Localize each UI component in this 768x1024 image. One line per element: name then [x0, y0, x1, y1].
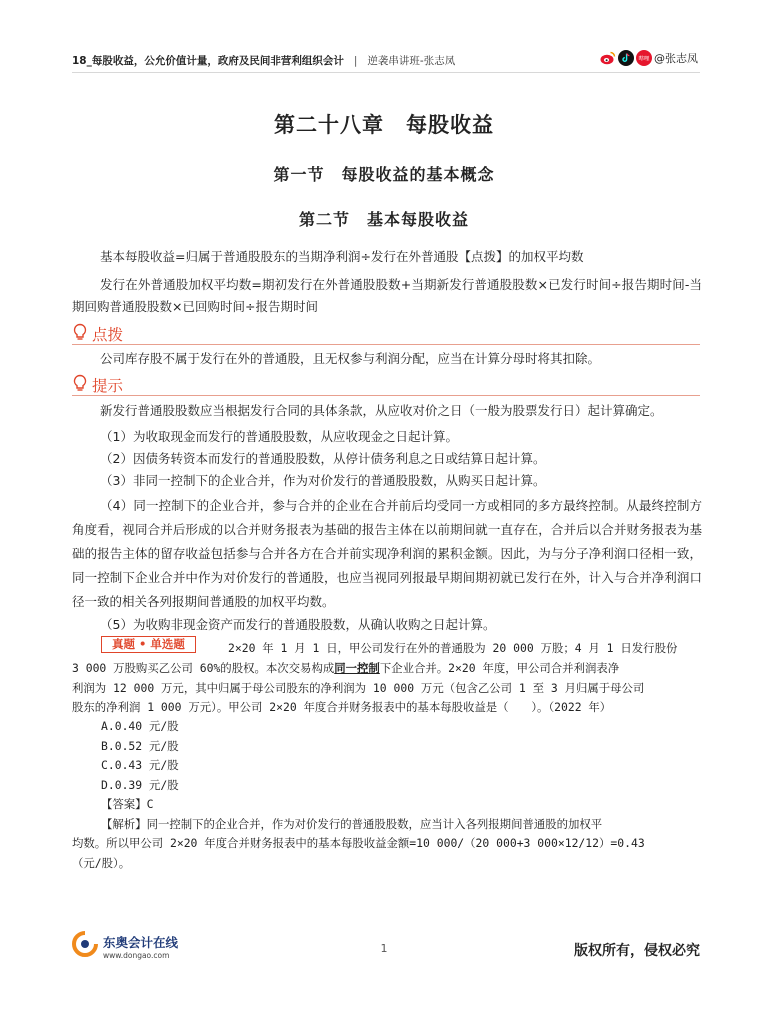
page-number: 1	[380, 942, 388, 955]
copyright: 版权所有，侵权必究	[574, 943, 700, 959]
exam-badge: 真题 • 单选题	[101, 636, 196, 653]
option-b: B.0.52 元/股	[101, 739, 179, 753]
header-rule	[72, 72, 700, 73]
lightbulb-icon	[72, 374, 88, 396]
section-title-2: 第二节 基本每股收益	[298, 210, 469, 229]
analysis-line: 均数。所以甲公司 2×20 年度合并财务报表中的基本每股收益金额=10 000/（20 000+3 000×12/12）=0.43	[72, 836, 645, 850]
social-handles	[600, 50, 698, 66]
tip-heading-tishi	[72, 374, 123, 396]
tip-rule	[72, 344, 700, 345]
brand-name: 东奥会计在线	[103, 934, 179, 950]
chapter-title: 第二十八章 每股收益	[274, 112, 494, 137]
douyin-icon	[618, 50, 634, 66]
svg-text:哔哩: 哔哩	[638, 56, 650, 63]
list-item: （5）为收购非现金资产而发行的普通股股数，从确认收购之日起计算。	[100, 617, 496, 632]
analysis-line: 【解析】同一控制下的企业合并，作为对价发行的普通股股数，应当计入各列报期间普通股的加权平	[101, 817, 603, 831]
tip-label: 点拨	[92, 326, 124, 344]
formula-line-1: 基本每股收益=归属于普通股股东的当期净利润÷发行在外普通股【点拨】的加权平均数	[100, 249, 584, 264]
option-d: D.0.39 元/股	[101, 778, 179, 792]
question-line: 3 000 万股购买乙公司 60%的股权。本次交易构成同一控制下企业合并。2×20 年度，甲公司合并利润表净	[72, 661, 620, 675]
list-item: （3）非同一控制下的企业合并，作为对价发行的普通股股数，从购买日起计算。	[100, 473, 546, 488]
header-subtitle: 逆袭串讲班-张志凤	[367, 55, 456, 67]
header-title: 18_每股收益，公允价值计量，政府及民间非营利组织会计	[72, 55, 344, 67]
option-a: A.0.40 元/股	[101, 719, 179, 733]
tip-label: 提示	[92, 377, 124, 395]
answer: 【答案】C	[101, 797, 154, 811]
bilibili-icon	[636, 50, 652, 66]
formula-line-2: 发行在外普通股加权平均数=期初发行在外普通股股数+当期新发行普通股股数×已发行时间÷报告期时间-当期回购普通股股数×已回购时间÷报告期时间	[72, 277, 702, 314]
tip-rule	[72, 395, 700, 396]
social-handle: @张志凤	[654, 52, 698, 65]
weibo-icon	[600, 51, 616, 65]
tip-text: 公司库存股不属于发行在外的普通股，且无权参与利润分配，应当在计算分母时将其扣除。	[100, 351, 601, 366]
list-item: （1）为收取现金而发行的普通股股数，从应收现金之日起计算。	[100, 429, 458, 444]
question-line: 2×20 年 1 月 1 日，甲公司发行在外的普通股为 20 000 万股；4 月 1 日发行股份	[228, 641, 678, 655]
lightbulb-icon	[72, 323, 88, 345]
question-line: 利润为 12 000 万元，其中归属于母公司股东的净利润为 10 000 万元（包含乙公司 1 至 3 月归属于母公司	[72, 681, 645, 695]
list-item: （2）因债务转资本而发行的普通股股数，从停计债务利息之日或结算日起计算。	[100, 451, 546, 466]
header-divider: |	[353, 55, 358, 67]
question-line: 股东的净利润 1 000 万元）。甲公司 2×20 年度合并财务报表中的基本每股收益是（ ）。（2022 年）	[72, 700, 612, 714]
section-title-1: 第一节 每股收益的基本概念	[273, 165, 495, 184]
option-c: C.0.43 元/股	[101, 758, 179, 772]
list-item: （4）同一控制下的企业合并，参与合并的企业在合并前后均受同一方或相同的多方最终控制。从最终控制方角度看，视同合并后形成的以合并财务报表为基础的报告主体在以前期间就一直存在，合并后以合并财务报表为基础的报告主体的留存收益包括参与合并各方在合并前实现净利润的累积金额。因此，为与分子净利润口径相一致，同一控制下企业合并中作为对价发行的普通股，也应当视同列报最早期间期初就已发行在外，计入与合并净利润口径一致的相关各列报期间普通股的加权平均数。	[72, 498, 702, 609]
tip-heading-dianbo	[72, 323, 123, 345]
emphasis-text: 同一控制	[334, 661, 380, 675]
analysis-line: （元/股）。	[72, 856, 131, 870]
tip-intro: 新发行普通股股数应当根据发行合同的具体条款，从应收对价之日（一般为股票发行日）起计算确定。	[100, 403, 663, 418]
brand-url: www.dongao.com	[103, 950, 170, 960]
